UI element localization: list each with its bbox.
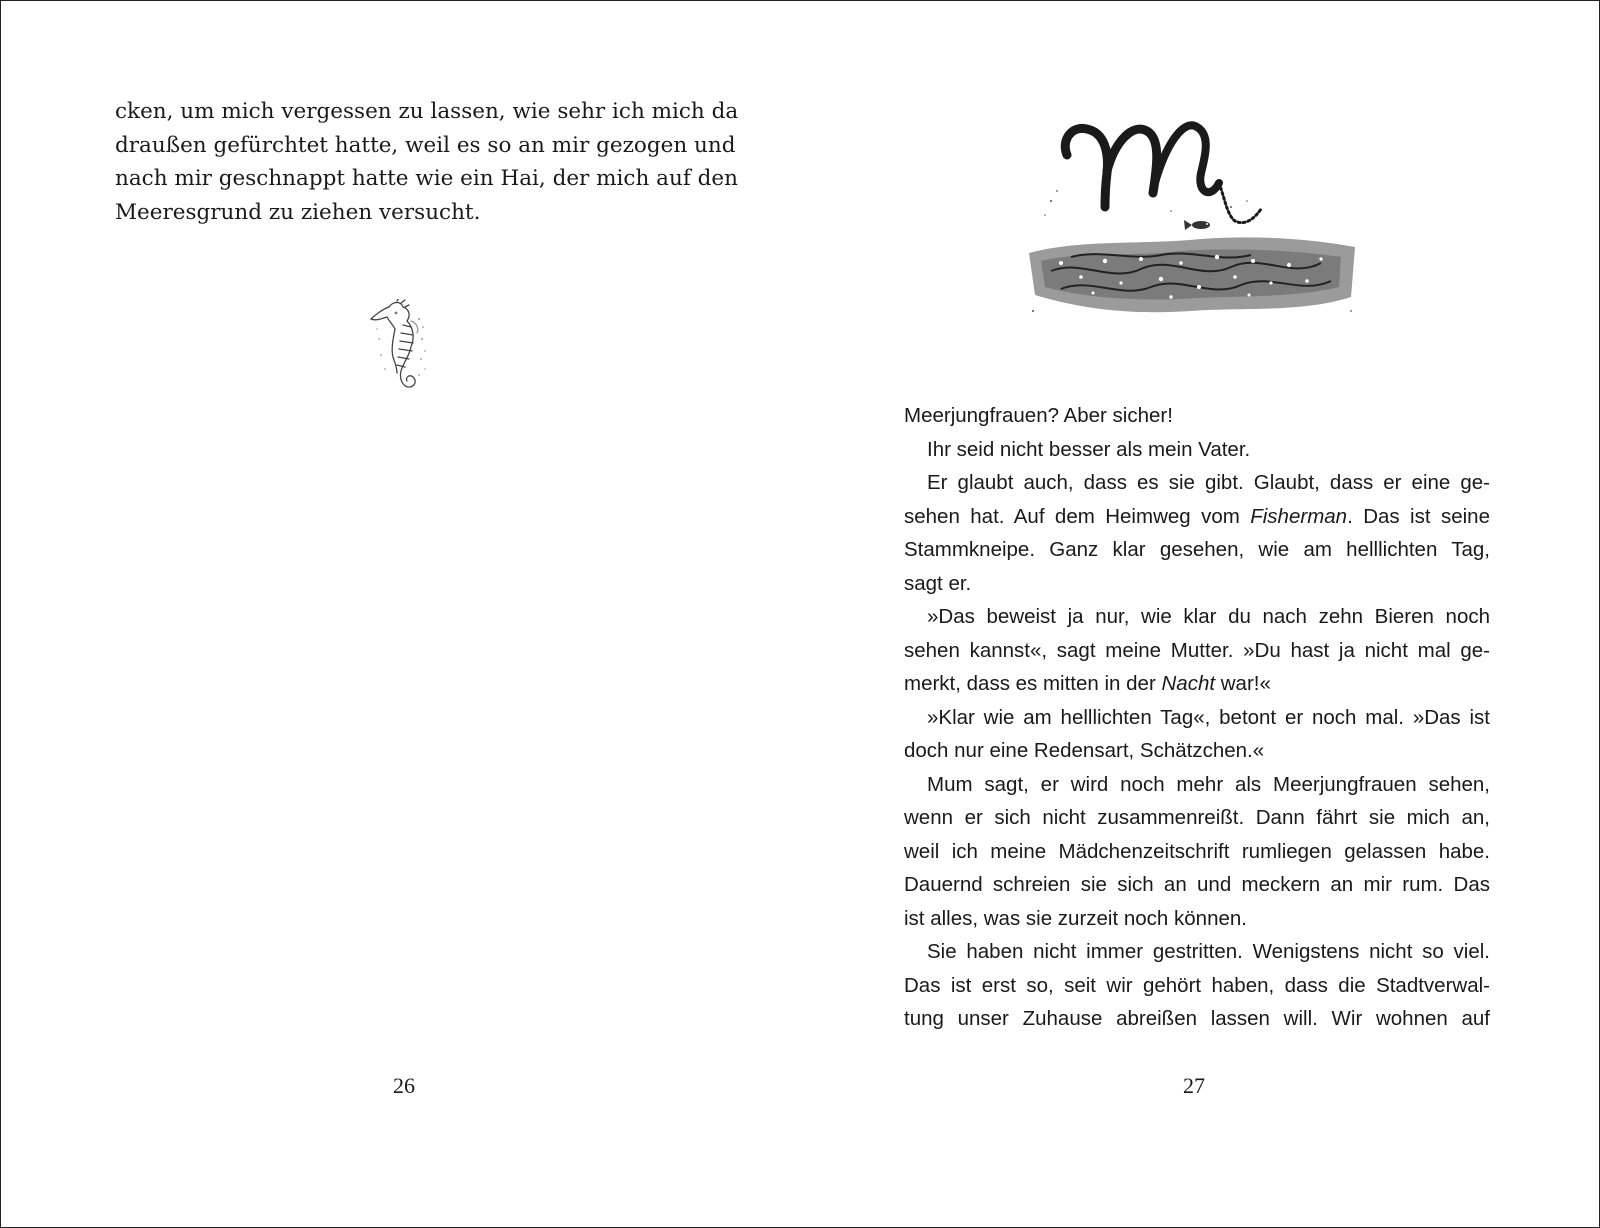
text-line: »Klar wie am helllichten Tag«, betont er noch mal. »Das ist — [927, 705, 1490, 729]
text-fragment: war!« — [1215, 672, 1271, 695]
text-line: doch nur eine Redensart, Schätzchen.« — [904, 739, 1265, 762]
italic-text: Nacht — [1161, 672, 1216, 695]
text-fragment: . Das ist seine — [1347, 504, 1490, 528]
letter-m-wave-fish-illustration — [1021, 111, 1361, 333]
text-fragment: sehen hat. Auf dem Heimweg vom — [904, 504, 1251, 528]
text-line: sehen kannst«, sagt meine Mutter. »Du hast ja nicht mal ge- — [904, 638, 1490, 662]
text-line: weil ich meine Mädchenzeitschrift rumliegen gelassen habe. — [904, 839, 1490, 863]
text-line: nach mir geschnappt hatte wie ein Hai, der mich auf den — [115, 166, 738, 191]
text-line: Meeresgrund zu ziehen versucht. — [115, 199, 481, 225]
text-line: Meerjungfrauen? Aber sicher! — [904, 404, 1173, 427]
text-line — [904, 667, 1490, 701]
left-page-text — [115, 95, 739, 229]
text-line: draußen gefürchtet hatte, weil es so an mir gezogen und — [115, 132, 736, 158]
text-line: Das ist erst so, seit wir gehört haben, dass die Stadtverwal- — [904, 973, 1490, 997]
text-fragment: merkt, dass es mitten in der — [904, 672, 1162, 695]
text-line: Stammkneipe. Ganz klar gesehen, wie am helllichten Tag, — [904, 538, 1490, 561]
text-line: Sie haben nicht immer gestritten. Wenigstens nicht so viel. — [927, 940, 1490, 963]
text-line: ist alles, was sie zurzeit noch können. — [904, 906, 1247, 930]
right-page-text — [904, 399, 1490, 1036]
page-number: 27 — [1183, 1073, 1205, 1098]
text-line: sagt er. — [904, 571, 972, 595]
text-line: Er glaubt auch, dass es sie gibt. Glaubt, dass er eine ge- — [927, 471, 1490, 494]
left-page — [1, 1, 800, 1227]
italic-text: Fisherman — [1250, 504, 1348, 528]
text-line: Mum sagt, er wird noch mehr als Meerjungfrauen sehen, — [927, 772, 1490, 796]
text-line: cken, um mich vergessen zu lassen, wie sehr ich mich da — [115, 99, 739, 124]
text-line: Dauernd schreien sie sich an und meckern an mir rum. Das — [904, 873, 1490, 896]
page-number: 26 — [393, 1073, 415, 1098]
seahorse-icon — [367, 299, 441, 403]
text-line: Ihr seid nicht besser als mein Vater. — [927, 437, 1251, 461]
text-line: tung unser Zuhause abreißen lassen will. Wir wohnen auf — [904, 1007, 1490, 1030]
text-line: »Das beweist ja nur, wie klar du nach zehn Bieren noch — [927, 605, 1490, 628]
text-line: wenn er sich nicht zusammenreißt. Dann fährt sie mich an, — [904, 806, 1490, 829]
text-line — [904, 500, 1490, 534]
right-page — [800, 1, 1599, 1227]
